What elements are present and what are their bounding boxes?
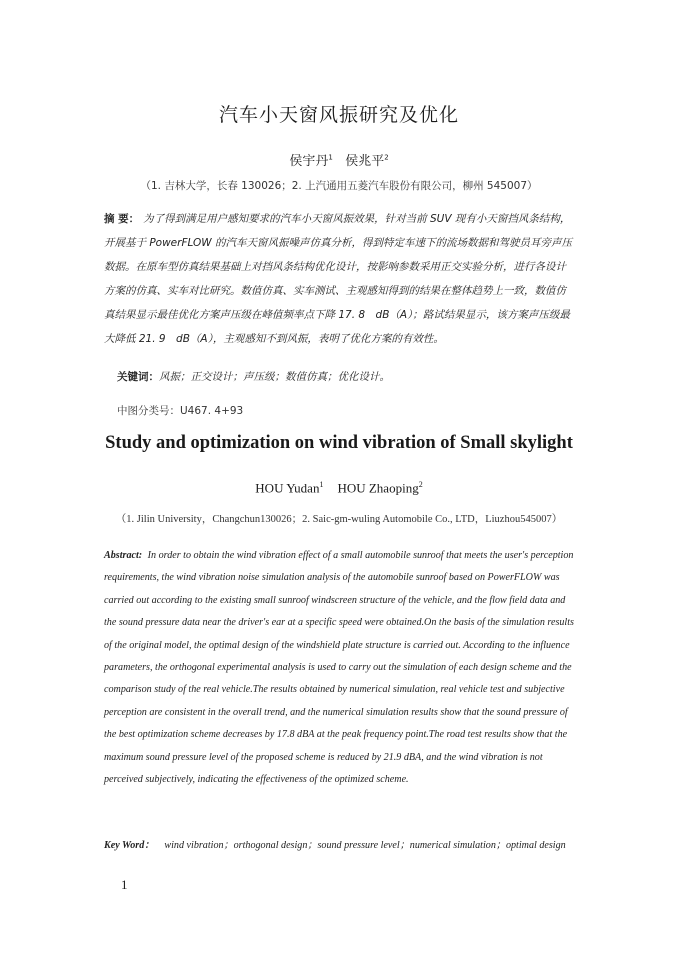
english-keywords-text: wind vibration；orthogonal design；sound pressure level；numerical simulation；optimal design — [164, 840, 566, 851]
english-affiliation: （1. Jilin University，Changchun130026；2. Saic-gm-wuling Automobile Co., LTD，Liuzhou545007） — [115, 514, 563, 525]
classification-number: 中图分类号：U467. 4+93 — [117, 405, 244, 417]
english-authors — [0, 480, 678, 496]
english-author-2-sup: 2 — [418, 480, 423, 489]
chinese-author-2: 侯兆平 — [345, 154, 385, 169]
english-author-1-sup: 1 — [319, 480, 324, 489]
english-abstract — [104, 545, 576, 791]
english-author-1: HOU Yudan — [255, 480, 320, 496]
chinese-keywords-label: 关键词： — [117, 371, 159, 383]
english-abstract-text: In order to obtain the wind vibration effect of a small automobile sunroof that meets the user's perception requirements, the wind vibration noise simulation analysis of the automobile sunroof based on PowerFLOW was carried out according to the existing small sunroof windscreen structure of the vehicle, and the flow field data and the sound pressure data near the driver's ear at a specific speed were obtained.On the basis of the simulation results of the original model, the optimal design of the windshield plate structure is carried out. According to the influence parameters, the orthogonal experimental analysis is used to carry out the simulation of each design scheme and the comparison study of the real vehicle.The results obtained by numerical simulation, real vehicle test and subjective perception are consistent in the overall trend, and the numerical simulation results show that the sound pressure of the best optimization scheme decreases by 17.8 dBA at the peak frequency point.The road test results show that the maximum sound pressure level of the proposed scheme is reduced by 21.9 dBA, and the wind vibration is not perceived subjectively, indicating the effectiveness of the optimized scheme. — [104, 550, 574, 786]
chinese-author-1: 侯宇丹 — [289, 154, 329, 169]
english-keywords — [104, 836, 576, 856]
chinese-author-2-sup: 2 — [384, 153, 389, 162]
english-title: Study and optimization on wind vibration of Small skylight — [105, 433, 573, 453]
page-number: 1 — [121, 877, 128, 892]
chinese-authors — [0, 150, 678, 169]
english-keywords-label: Key Word： — [104, 840, 155, 851]
chinese-affiliation: （1. 吉林大学，长春 130026；2. 上汽通用五菱汽车股份有限公司，柳州 545007） — [140, 180, 538, 192]
chinese-keywords-text: 风振；正交设计；声压级；数值仿真；优化设计。 — [159, 371, 390, 383]
chinese-keywords — [117, 369, 577, 384]
chinese-abstract-text: 为了得到满足用户感知要求的汽车小天窗风振效果，针对当前 SUV 现有小天窗挡风条结构，开展基于 PowerFLOW 的汽车天窗风振噪声仿真分析，得到特定车速下的流场数据和驾驶员耳旁声压数据。在原车型仿真结果基础上对挡风条结构优化设计，按影响参数采用正交实验分析，进行各设计方案的仿真、实车对比研究。数值仿真、实车测试、主观感知得到的结果在整体趋势上一致，数值仿真结果显示最佳优化方案声压级在峰值频率点下降 17. 8 dB（A）；路试结果显示，该方案声压级最大降低 21. 9 dB（A），主观感知不到风振，表明了优化方案的有效性。 — [104, 213, 573, 345]
chinese-abstract — [104, 207, 576, 351]
english-author-2: HOU Zhaoping — [337, 480, 419, 496]
chinese-title: 汽车小天窗风振研究及优化 — [218, 104, 459, 126]
chinese-author-1-sup: 1 — [328, 153, 333, 162]
chinese-abstract-label: 摘 要： — [104, 213, 140, 225]
english-abstract-label: Abstract: — [104, 550, 143, 561]
